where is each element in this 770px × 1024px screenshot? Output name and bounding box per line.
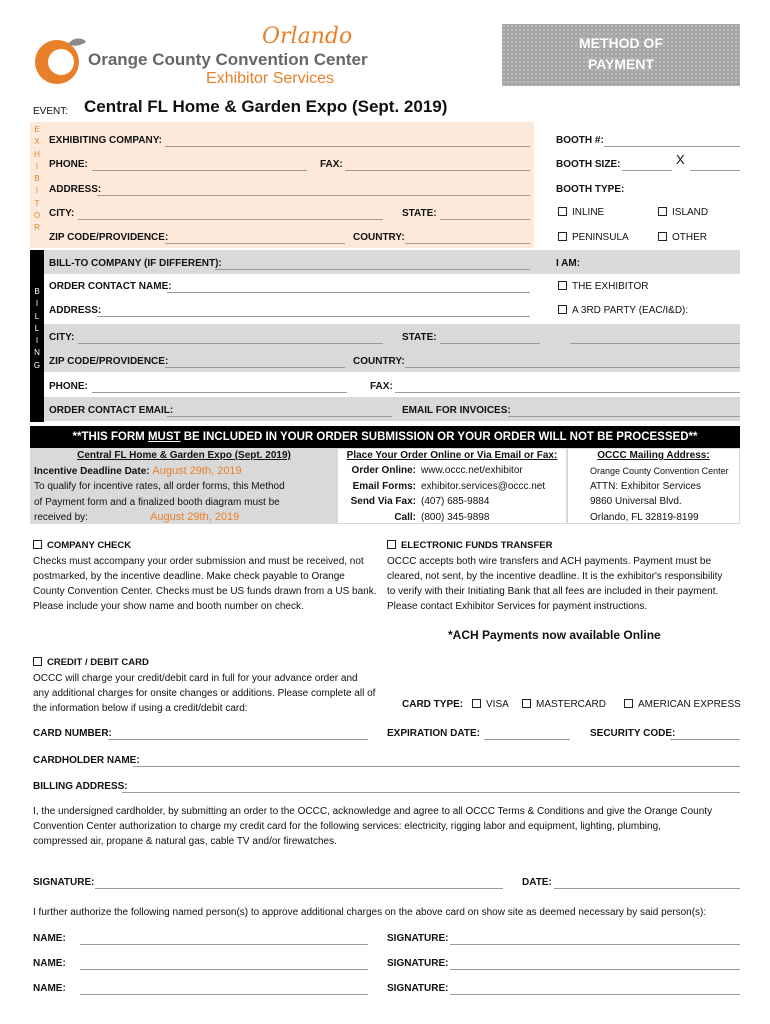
mail-address-2: ATTN: Exhibitor Services: [590, 481, 701, 492]
billing-address-field-top[interactable]: [97, 316, 530, 317]
order-contact-email-label: ORDER CONTACT EMAIL:: [49, 405, 174, 416]
method-of-payment-box: [502, 24, 740, 86]
eft-title: ELECTRONIC FUNDS TRANSFER: [401, 540, 553, 551]
checkbox-icon[interactable]: [658, 232, 667, 241]
mail-address-1: Orange County Convention Center: [590, 466, 729, 476]
exhibitor-country-label: COUNTRY:: [353, 232, 405, 243]
authorized-name-field-1[interactable]: [80, 944, 368, 945]
booth-inline-label: INLINE: [572, 207, 605, 218]
booth-island-label: ISLAND: [672, 207, 709, 218]
mail-address-3: 9860 Universal Blvd.: [590, 496, 682, 507]
ach-notice: *ACH Payments now available Online: [448, 628, 661, 642]
info-col1-title: Central FL Home & Garden Expo (Sept. 2019): [77, 450, 291, 461]
authorized-signature-field-1[interactable]: [450, 944, 740, 945]
card-type-amex[interactable]: [624, 699, 741, 710]
billing-phone-field[interactable]: [92, 392, 347, 393]
booth-type-other[interactable]: [658, 232, 707, 243]
booth-other-label: OTHER: [672, 232, 707, 243]
method-title-1: METHOD OF: [579, 35, 663, 51]
cardholder-label: CARDHOLDER NAME:: [33, 755, 140, 766]
billing-state-field[interactable]: [440, 343, 540, 344]
exhibitor-city-field[interactable]: [78, 219, 383, 220]
warning-banner: [30, 426, 740, 448]
exhibiting-company-label: EXHIBITING COMPANY:: [49, 135, 162, 146]
billing-city-label: CITY:: [49, 332, 75, 343]
checkbox-icon[interactable]: [558, 281, 567, 290]
card-number-label: CARD NUMBER:: [33, 728, 112, 739]
checkbox-icon[interactable]: [33, 657, 42, 666]
logo-line1: Orange County Convention Center: [88, 50, 368, 69]
exhibitor-side-letters: E X H I B I T O R: [33, 125, 41, 233]
booth-peninsula-label: PENINSULA: [572, 232, 629, 243]
bill-to-label: BILL-TO COMPANY (IF DIFFERENT):: [49, 258, 222, 269]
exhibitor-fax-field[interactable]: [345, 170, 530, 171]
signature-label: SIGNATURE:: [33, 877, 95, 888]
incentive-note-3: received by:: [34, 512, 88, 523]
authorized-name-label-1: NAME:: [33, 933, 66, 944]
authorized-name-field-3[interactable]: [80, 994, 368, 995]
exhibitor-address-field[interactable]: [97, 195, 530, 196]
company-check-title: COMPANY CHECK: [47, 540, 132, 551]
order-online-link[interactable]: www.occc.net/exhibitor: [421, 465, 523, 476]
call-label: Call:: [394, 512, 416, 523]
card-type-mastercard[interactable]: [522, 699, 606, 710]
booth-type-label: BOOTH TYPE:: [556, 184, 625, 195]
incentive-note-2: of Payment form and a finalized booth diagram must be: [34, 497, 280, 508]
check-text-3: County Convention Center. Checks must be US funds drawn from a US bank.: [33, 586, 377, 597]
logo-line2: Exhibitor Services: [206, 70, 335, 87]
authorization-text-1: I, the undersigned cardholder, by submitting an order to the OCCC, acknowledge and agree to all OCCC Terms & Conditions and give the Orange County: [33, 806, 713, 817]
orange-logo-icon: [30, 32, 88, 90]
eft-text-1: OCCC accepts both wire transfers and ACH payments. Payment must be: [387, 556, 712, 567]
authorized-name-field-2[interactable]: [80, 969, 368, 970]
billing-city-field[interactable]: [78, 343, 383, 344]
eft-text-2: cleared, not sent, by the incentive deadline. It is the exhibitor's responsibility: [387, 571, 723, 582]
billing-state-label: STATE:: [402, 332, 437, 343]
event-label: EVENT:: [33, 106, 69, 117]
exhibiting-company-field[interactable]: [165, 146, 530, 147]
email-forms-label: Email Forms:: [352, 481, 416, 492]
incentive-deadline-date: August 29th, 2019: [152, 465, 242, 477]
info-col2-title: Place Your Order Online or Via Email or Fax:: [346, 450, 558, 461]
order-online-label: Order Online:: [351, 465, 416, 476]
booth-number-field[interactable]: [604, 146, 740, 147]
send-fax-label: Send Via Fax:: [350, 496, 416, 507]
i-am-exhibitor-label: THE EXHIBITOR: [572, 281, 649, 292]
expiration-label: EXPIRATION DATE:: [387, 728, 480, 739]
credit-card-title: CREDIT / DEBIT CARD: [47, 657, 149, 668]
billing-fax-label: FAX:: [370, 381, 393, 392]
check-text-1: Checks must accompany your order submission and must be received, not: [33, 556, 364, 567]
banner-post: BE INCLUDED IN YOUR ORDER SUBMISSION OR YOUR ORDER WILL NOT BE PROCESSED**: [180, 431, 698, 443]
booth-type-inline[interactable]: [558, 207, 604, 218]
signature-field[interactable]: [95, 888, 503, 889]
exhibitor-state-label: STATE:: [402, 208, 437, 219]
event-name: Central FL Home & Garden Expo (Sept. 2019): [84, 97, 448, 116]
booth-type-island[interactable]: [658, 207, 708, 218]
send-fax-number: (407) 685-9884: [421, 496, 490, 507]
credit-card-option[interactable]: [33, 657, 149, 668]
exhibitor-phone-field[interactable]: [92, 170, 307, 171]
banner-pre: **THIS FORM: [72, 431, 148, 443]
call-number: (800) 345-9898: [421, 512, 490, 523]
exhibitor-fax-label: FAX:: [320, 159, 343, 170]
invoice-email-label: EMAIL FOR INVOICES:: [402, 405, 511, 416]
exhibitor-zip-label: ZIP CODE/PROVIDENCE:: [49, 232, 169, 243]
card-text-3: the information below if using a credit/debit card:: [33, 703, 248, 714]
security-code-field[interactable]: [670, 739, 740, 740]
order-contact-field[interactable]: [167, 292, 530, 293]
checkbox-icon[interactable]: [472, 699, 481, 708]
billing-gray-band-2: [44, 324, 740, 348]
booth-size-width-field[interactable]: [622, 170, 672, 171]
logo-script: Orlando: [262, 24, 353, 49]
i-am-exhibitor-option[interactable]: [558, 281, 649, 292]
billing-country-label: COUNTRY:: [353, 356, 405, 367]
i-am-label: I AM:: [556, 258, 581, 269]
billing-address-field[interactable]: [122, 792, 740, 793]
authorized-signature-field-2[interactable]: [450, 969, 740, 970]
billing-country-field[interactable]: [405, 367, 740, 368]
security-code-label: SECURITY CODE:: [590, 728, 676, 739]
order-contact-label: ORDER CONTACT NAME:: [49, 281, 172, 292]
card-text-1: OCCC will charge your credit/debit card in full for your advance order and: [33, 673, 358, 684]
billing-side-letters: B I L L I N G: [33, 287, 41, 370]
logo: [30, 24, 368, 92]
authorization-text-2: Convention Center authorization to charge my credit card for the following services: electricity, rigging labor and equipment, lighting, plumbing,: [33, 821, 661, 832]
i-am-third-party-option[interactable]: [558, 305, 688, 316]
eft-option[interactable]: [387, 540, 552, 551]
incentive-deadline: [34, 465, 242, 477]
cardholder-field[interactable]: [133, 766, 740, 767]
exhibitor-state-field[interactable]: [440, 219, 530, 220]
exhibitor-country-field[interactable]: [405, 243, 530, 244]
further-authorization-text: I further authorize the following named person(s) to approve additional charges on the above card on show site as deemed necessary by said person(s):: [33, 907, 707, 918]
checkbox-icon[interactable]: [387, 540, 396, 549]
third-party-name-field[interactable]: [570, 343, 740, 344]
authorized-signature-label-1: SIGNATURE:: [387, 933, 449, 944]
exhibitor-phone-label: PHONE:: [49, 159, 88, 170]
exhibitor-zip-field[interactable]: [165, 243, 345, 244]
card-type-label: CARD TYPE:: [402, 699, 464, 710]
invoice-email-field[interactable]: [508, 416, 740, 417]
authorized-name-label-2: NAME:: [33, 958, 66, 969]
billing-fax-field[interactable]: [395, 392, 740, 393]
authorized-signature-field-3[interactable]: [450, 994, 740, 995]
info-col3-title: OCCC Mailing Address:: [597, 450, 710, 461]
order-contact-email-field[interactable]: [167, 416, 392, 417]
authorization-text-3: compressed air, propane & natural gas, cable TV and/or firewatches.: [33, 836, 337, 847]
method-title-2: PAYMENT: [587, 56, 655, 72]
checkbox-icon[interactable]: [658, 207, 667, 216]
checkbox-icon[interactable]: [558, 305, 567, 314]
mail-address-4: Orlando, FL 32819-8199: [590, 512, 699, 523]
booth-number-label: BOOTH #:: [556, 135, 604, 146]
exhibitor-city-label: CITY:: [49, 208, 75, 219]
checkbox-icon[interactable]: [558, 232, 567, 241]
i-am-third-party-label: A 3RD PARTY (EAC/I&D):: [572, 305, 689, 316]
check-text-4: Please include your show name and booth number on check.: [33, 601, 304, 612]
mastercard-label: MASTERCARD: [536, 699, 607, 710]
visa-label: VISA: [486, 699, 509, 710]
incentive-deadline-label: Incentive Deadline Date:: [34, 466, 150, 477]
company-check-option[interactable]: [33, 540, 131, 551]
exhibitor-address-label: ADDRESS:: [49, 184, 102, 195]
billing-address-label-top: ADDRESS:: [49, 305, 102, 316]
amex-label: AMERICAN EXPRESS: [638, 699, 741, 710]
checkbox-icon[interactable]: [33, 540, 42, 549]
card-text-2: any additional charges for onsite changes or additions. Please complete all of: [33, 688, 376, 699]
billing-address-label: BILLING ADDRESS:: [33, 781, 128, 792]
email-forms-link[interactable]: exhibitor.services@occc.net: [421, 481, 546, 492]
checkbox-icon[interactable]: [522, 699, 531, 708]
billing-zip-field[interactable]: [165, 367, 345, 368]
date-field[interactable]: [554, 888, 740, 889]
booth-size-x: X: [676, 152, 685, 167]
card-number-field[interactable]: [108, 739, 368, 740]
received-by-date: August 29th, 2019: [150, 511, 240, 523]
authorized-signature-label-2: SIGNATURE:: [387, 958, 449, 969]
booth-size-length-field[interactable]: [690, 170, 740, 171]
expiration-field[interactable]: [484, 739, 570, 740]
billing-phone-label: PHONE:: [49, 381, 88, 392]
authorized-name-label-3: NAME:: [33, 983, 66, 994]
booth-type-peninsula[interactable]: [558, 232, 629, 243]
checkbox-icon[interactable]: [558, 207, 567, 216]
banner-must: MUST: [147, 431, 181, 443]
authorized-signature-label-3: SIGNATURE:: [387, 983, 449, 994]
card-type-visa[interactable]: [472, 699, 509, 710]
eft-text-4: Please contact Exhibitor Services for payment instructions.: [387, 601, 648, 612]
incentive-note-1: To qualify for incentive rates, all order forms, this Method: [34, 481, 285, 492]
checkbox-icon[interactable]: [624, 699, 633, 708]
billing-zip-label: ZIP CODE/PROVIDENCE:: [49, 356, 169, 367]
bill-to-field[interactable]: [215, 269, 530, 270]
eft-text-3: to verify with their Initiating Bank that all fees are included in their payment.: [387, 586, 719, 597]
check-text-2: postmarked, by the incentive deadline. Make check payable to Orange: [33, 571, 345, 582]
booth-size-label: BOOTH SIZE:: [556, 159, 621, 170]
date-label: DATE:: [522, 877, 552, 888]
